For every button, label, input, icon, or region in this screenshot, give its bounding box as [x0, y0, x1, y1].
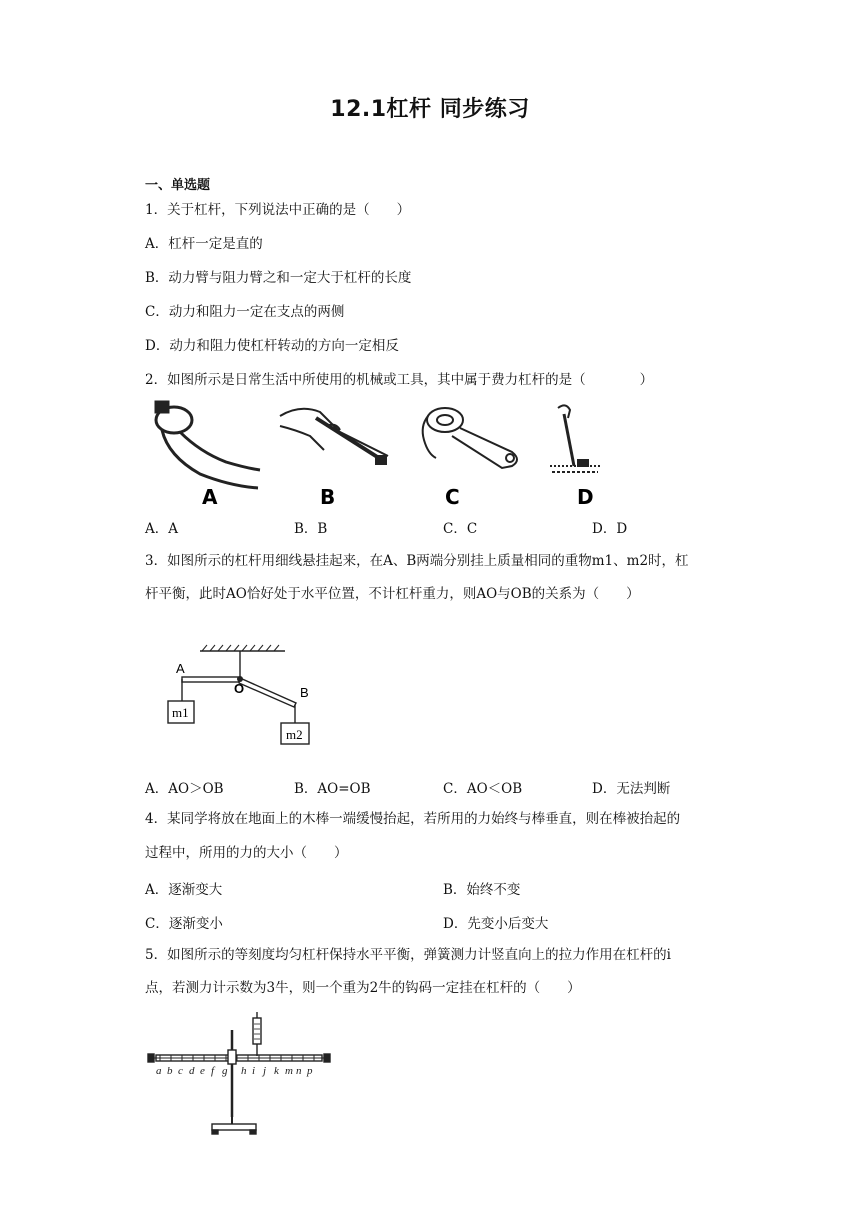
q2-option-d: D．D: [592, 521, 628, 537]
q2-pic-label-a: A: [202, 485, 218, 509]
q3-label-m1: m1: [172, 705, 189, 720]
q2-pic-label-c: C: [445, 485, 460, 509]
q3-option-c: C．AO＜OB: [443, 781, 523, 797]
page-title: 12.1杠杆 同步练习: [330, 97, 530, 122]
beam-letter-b: b: [167, 1065, 173, 1077]
q3-label-b: B: [300, 685, 309, 700]
q1-option-d: D．动力和阻力使杠杆转动的方向一定相反: [145, 338, 399, 354]
q4-option-c: C．逐渐变小: [145, 916, 223, 932]
beam-letter-c: c: [178, 1065, 183, 1077]
beam-letter-f: f: [211, 1065, 215, 1077]
bottle-opener-icon: [423, 408, 517, 468]
q2-option-b: B．B: [294, 521, 328, 537]
q2-tools-figure: [140, 396, 594, 511]
ceiling-hatch: [202, 645, 279, 651]
q4-stem-line2: 过程中，所用的力的大小（ ）: [145, 845, 348, 861]
beam-letter-k: k: [274, 1065, 279, 1077]
beam-letter-a: a: [156, 1065, 162, 1077]
beam-letter-d: d: [189, 1065, 195, 1077]
crowbar-icon: [550, 405, 600, 472]
beam-letter-m: m: [285, 1065, 293, 1077]
beam-letter-p: p: [307, 1065, 313, 1077]
q1-stem: 1．关于杠杆，下列说法中正确的是（ ）: [145, 202, 411, 218]
q3-lever-figure: [160, 645, 340, 750]
beam-letter-n: n: [296, 1065, 302, 1077]
q1-option-c: C．动力和阻力一定在支点的两侧: [145, 304, 345, 320]
beam-letter-g: g: [222, 1065, 228, 1077]
q3-stem-line2: 杆平衡，此时AO恰好处于水平位置，不计杠杆重力，则AO与OB的关系为（ ）: [145, 586, 640, 602]
q5-stem-line1: 5．如图所示的等刻度均匀杠杆保持水平平衡，弹簧测力计竖直向上的拉力作用在杠杆的i: [145, 947, 671, 963]
q3-label-m2: m2: [286, 727, 303, 742]
beam-letter-h: h: [241, 1065, 247, 1077]
beam-letter-e: e: [200, 1065, 205, 1077]
q2-option-c: C．C: [443, 521, 478, 537]
q1-option-a: A．杠杆一定是直的: [145, 236, 263, 252]
q3-label-a: A: [176, 661, 185, 676]
q5-lever-figure: [140, 1012, 340, 1137]
q2-pic-label-d: D: [577, 485, 594, 509]
hand-tool-icon: [280, 409, 388, 464]
q2-pic-label-b: B: [320, 485, 336, 509]
q4-option-b: B．始终不变: [443, 882, 521, 898]
q3-option-a: A．AO＞OB: [145, 781, 224, 797]
section-heading: 一、单选题: [145, 178, 211, 193]
q3-label-o: O: [234, 681, 245, 696]
pincers-icon: [156, 402, 260, 488]
q4-stem-line1: 4．某同学将放在地面上的木棒一端缓慢抬起，若所用的力始终与棒垂直，则在棒被抬起的: [145, 811, 681, 827]
q4-option-d: D．先变小后变大: [443, 916, 549, 932]
q3-stem-line1: 3．如图所示的杠杆用细线悬挂起来，在A、B两端分别挂上质量相同的重物m1、m2时，杠: [145, 553, 689, 569]
q3-option-b: B．AO=OB: [294, 781, 371, 797]
q2-stem: 2．如图所示是日常生活中所使用的机械或工具，其中属于费力杠杆的是（ ）: [145, 372, 654, 388]
q2-option-a: A．A: [145, 521, 178, 537]
beam-letter-i: i: [252, 1065, 256, 1077]
q4-option-a: A．逐渐变大: [145, 882, 223, 898]
q1-option-b: B．动力臂与阻力臂之和一定大于杠杆的长度: [145, 270, 412, 286]
q5-stem-line2: 点，若测力计示数为3牛，则一个重为2牛的钩码一定挂在杠杆的（ ）: [145, 980, 581, 996]
beam-letter-j: j: [263, 1065, 267, 1077]
q3-option-d: D．无法判断: [592, 781, 671, 797]
